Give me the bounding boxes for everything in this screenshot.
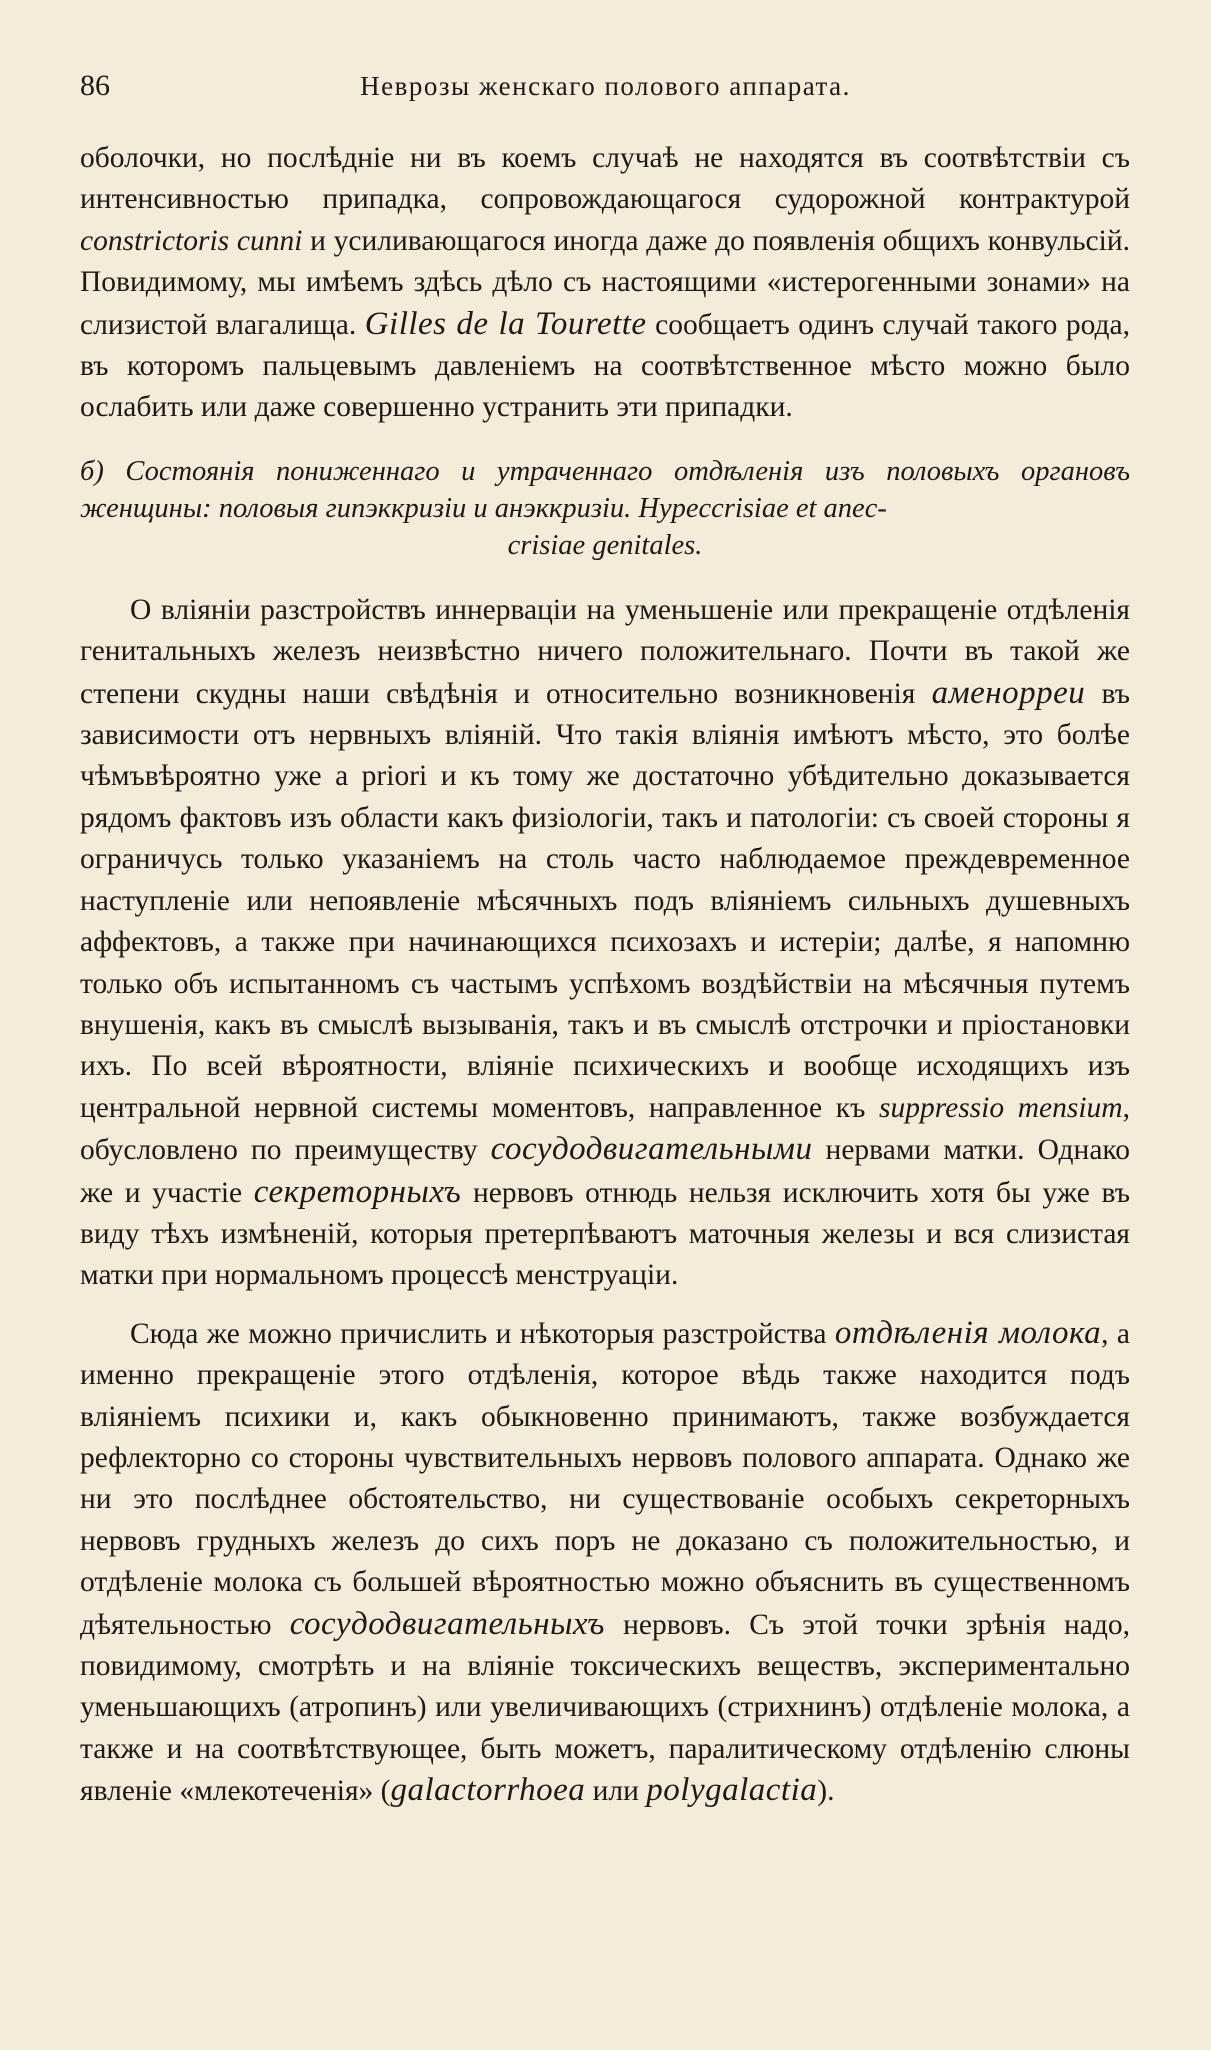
text-run: , обусловлено по преимуществу	[80, 1091, 1130, 1167]
text-run: ).	[817, 1775, 835, 1808]
text-run: Сюда же можно причислить и нѣкоторыя разстройства	[130, 1317, 835, 1350]
body-text	[80, 138, 1130, 1813]
text-run: нервами матки. Однако же и участіе	[80, 1134, 1131, 1209]
page-number: 86	[80, 69, 110, 102]
latin-term: polygalactia	[646, 1772, 818, 1809]
running-title: Неврозы женскаго полового аппарата.	[360, 70, 851, 101]
text-run: нервовъ отнюдь нельзя исключить хотя бы уже въ виду тѣхъ измѣненій, которыя претерпѣваютъ маточныя железы и вся слизистая матки при нормальномъ процессѣ менструаціи.	[80, 1176, 1130, 1292]
paragraph-3	[80, 1313, 1130, 1813]
paragraph-2	[80, 590, 1130, 1297]
latin-term: constrictoris cunni	[80, 224, 303, 257]
latin-term: galactorrhoea	[390, 1772, 586, 1809]
latin-term: suppressio mensium	[878, 1091, 1123, 1124]
text-run: и усиливающагося иногда даже до появленія общихъ конвульсій. Повидимому, мы имѣемъ здѣсь дѣло съ настоящими «истерогенными зонами» на слизистой влагалища.	[80, 224, 1130, 341]
text-run: , а именно прекращеніе этого отдѣленія, которое вѣдь также находится подъ вліяніемъ психики и, какъ обыкновенно принимаютъ, также возбуждается рефлекторно со стороны чувствительныхъ нервовъ полового аппарата. Однако же ни это послѣднее обстоятельство, ни существованіе особыхъ секреторныхъ нервовъ грудныхъ железъ до сихъ поръ не доказано съ положительностью, и отдѣленіе молока съ большей вѣроятностью можно объяснить въ существенномъ дѣятельностью	[80, 1317, 1130, 1641]
section-heading	[80, 453, 1130, 564]
emphasized-term: отдѣленія молока	[834, 1314, 1102, 1351]
section-heading-last-line: crisiae genitales.	[507, 529, 703, 561]
emphasized-term: аменорреи	[931, 674, 1086, 711]
paragraph-1	[80, 138, 1130, 429]
text-run: О вліяніи разстройствъ иннерваціи на уменьшеніе или прекращеніе отдѣленія генитальныхъ железъ неизвѣстно ничего положительнаго. Почти въ такой же степени скудны наши свѣдѣнія и относительно возникновенія	[80, 593, 1130, 710]
text-run: сообщаетъ одинъ случай такого рода, въ которомъ пальцевымъ давленіемъ на соотвѣтственное мѣсто можно было ослабить или даже совершенно устранить эти припадки.	[80, 308, 1130, 424]
emphasized-term: сосудодвигательными	[490, 1131, 813, 1168]
text-run: или	[585, 1775, 647, 1808]
page-header	[80, 66, 1131, 106]
text-run: въ зависимости отъ нервныхъ вліяній. Что такія вліянія имѣютъ мѣсто, это болѣе чѣмъвѣроятно уже a priori и къ тому же достаточно убѣдительно доказывается рядомъ фактовъ изъ области какъ физіологіи, такъ и патологіи: съ своей стороны я ограничусь только указаніемъ на столь часто наблюдаемое преждевременное наступленіе или непоявленіе мѣсячныхъ подъ вліяніемъ сильныхъ душевныхъ аффектовъ, а также при начинающихся психозахъ и истеріи; далѣе, я напомню только объ испытанномъ съ частымъ успѣхомъ воздѣйствіи на мѣсячныя путемъ внушенія, какъ въ смыслѣ вызыванія, такъ и въ смыслѣ отстрочки и пріостановки ихъ. По всей вѣроятности, вліяніе психическихъ и вообще исходящихъ изъ центральной нервной системы моментовъ, направленное къ	[80, 677, 1130, 1124]
emphasized-term: сосудодвигательныхъ	[289, 1605, 605, 1642]
text-run: нервовъ. Съ этой точки зрѣнія надо, повидимому, смотрѣть и на вліяніе токсическихъ веществъ, экспериментально уменьшающихъ (атропинъ) или увеличивающихъ (стрихнинъ) отдѣленіе молока, а также и на соотвѣтствующее, быть можетъ, паралитическому отдѣленію слюны явленіе «млекотеченія» (	[80, 1608, 1130, 1808]
author-name: Gilles de la Tourette	[364, 305, 647, 342]
emphasized-term: секреторныхъ	[253, 1173, 462, 1210]
text-run: оболочки, но послѣдніе ни въ коемъ случаѣ не находятся въ соотвѣтствіи съ интенсивностью припадка, сопровождающагося судорожной контрактурой	[80, 142, 1130, 216]
section-heading-text: б) Состоянія пониженнаго и утраченнаго отдѣленія изъ половыхъ органовъ женщины: половыя гипэккризіи и анэккризіи. Hypecсrisiae et anec-	[80, 455, 1130, 524]
